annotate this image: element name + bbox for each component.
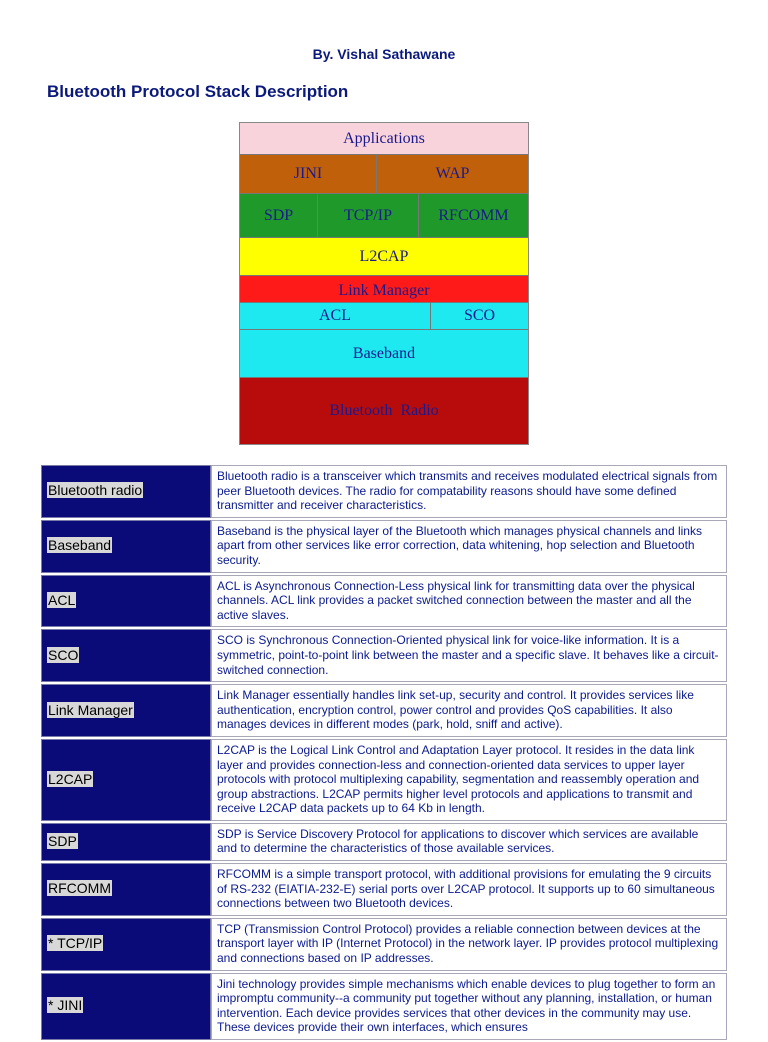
definition-cell: Link Manager essentially handles link set-up, security and control. It provides services like authentication, encryption control, power control and provides QoS capabilities. It also manages devices in different modes (park, hold, sniff and active).	[211, 684, 727, 737]
table-row	[41, 739, 727, 821]
protocol-description-table	[41, 463, 727, 1042]
table-row	[41, 823, 727, 861]
term-label: SDP	[48, 832, 77, 849]
table-row	[41, 918, 727, 971]
layer-acl-sco-row	[240, 303, 528, 330]
layer-link-manager	[240, 276, 528, 303]
layer-bluetooth-radio-label: Bluetooth Radio	[329, 402, 439, 419]
term-cell	[41, 520, 211, 573]
term-cell	[41, 918, 211, 971]
layer-bluetooth-radio	[240, 378, 528, 444]
layer-acl-label: ACL	[319, 307, 351, 324]
layer-jini-label: JINI	[293, 165, 323, 182]
definition-cell: Bluetooth radio is a transceiver which transmits and receives modulated electrical signals from peer Bluetooth devices. The radio for compatability reasons should have some defined transmitter and receiver characteristics.	[211, 465, 727, 518]
layer-link-manager-label: Link Manager	[338, 282, 430, 299]
layer-transport-row	[240, 194, 528, 238]
table-row	[41, 465, 727, 518]
term-label: Baseband	[48, 537, 112, 554]
term-label: RFCOMM	[48, 880, 111, 897]
term-cell	[41, 863, 211, 916]
layer-l2cap	[240, 238, 528, 276]
layer-l2cap-label: L2CAP	[359, 247, 409, 265]
layer-tcpip-label: TCP/IP	[343, 206, 392, 224]
layer-rfcomm-label: RFCOMM	[438, 206, 509, 224]
layer-baseband-label: Baseband	[352, 344, 416, 362]
term-cell	[41, 465, 211, 518]
term-label: Link Manager	[48, 701, 133, 718]
table-row	[41, 863, 727, 916]
layer-applications	[240, 123, 528, 155]
layer-baseband	[240, 330, 528, 378]
definition-cell: SCO is Synchronous Connection-Oriented physical link for voice-like information. It is a symmetric, point-to-point link between the master and a specific slave. It behaves like a circuit-switched connection.	[211, 629, 727, 682]
term-label: L2CAP	[48, 770, 93, 787]
layer-wap-label: WAP	[435, 165, 470, 182]
term-cell	[41, 739, 211, 821]
table-row	[41, 684, 727, 737]
layer-applications-label: Applications	[343, 129, 425, 147]
definition-cell: Baseband is the physical layer of the Bluetooth which manages physical channels and links apart from other services like error correction, data whitening, hop selection and Bluetooth security.	[211, 520, 727, 573]
definition-cell: ACL is Asynchronous Connection-Less physical link for transmitting data over the physical channels. ACL link provides a packet switched connection between the master and all the active slaves.	[211, 575, 727, 628]
definition-cell: Jini technology provides simple mechanisms which enable devices to plug together to form an impromptu community--a community put together without any planning, installation, or human intervention. Each device provides services that other devices in the community may use. These devices provide their own interfaces, which ensures	[211, 973, 727, 1040]
layer-sco	[430, 303, 528, 329]
term-cell	[41, 973, 211, 1040]
term-cell	[41, 629, 211, 682]
table-row	[41, 973, 727, 1040]
table-row	[41, 520, 727, 573]
author-line: By. Vishal Sathawane	[312, 46, 456, 62]
layer-sdp	[240, 194, 317, 237]
definition-cell: SDP is Service Discovery Protocol for applications to discover which services are available and to determine the characteristics of those available services.	[211, 823, 727, 861]
layer-sco-label: SCO	[463, 307, 496, 324]
table-row	[41, 575, 727, 628]
term-cell	[41, 684, 211, 737]
term-cell	[41, 823, 211, 861]
term-label: * TCP/IP	[48, 935, 103, 952]
definition-cell: RFCOMM is a simple transport protocol, with additional provisions for emulating the 9 circuits of RS-232 (EIATIA-232-E) serial ports over L2CAP protocol. It supports up to 60 simultaneous connections between two Bluetooth devices.	[211, 863, 727, 916]
term-label: * JINI	[48, 997, 83, 1014]
layer-tcpip	[317, 194, 418, 237]
layer-rfcomm	[418, 194, 528, 237]
definition-cell: TCP (Transmission Control Protocol) provides a reliable connection between devices at the transport layer with IP (Internet Protocol) in the network layer. IP provides protocol multiplexing and connections based on IP addresses.	[211, 918, 727, 971]
definition-cell: L2CAP is the Logical Link Control and Adaptation Layer protocol. It resides in the data link layer and provides connection-less and connection-oriented data services to upper layer protocols with protocol multiplexing capability, segmentation and reassembly operation and group abstractions. L2CAP permits higher level protocols and applications to transmit and receive L2CAP data packets up to 64 Kb in length.	[211, 739, 727, 821]
layer-wap	[376, 155, 528, 193]
term-label: SCO	[48, 646, 79, 663]
layer-jini-wap-row	[240, 155, 528, 194]
protocol-stack-diagram	[239, 122, 529, 445]
table-row	[41, 629, 727, 682]
layer-acl	[240, 303, 430, 329]
term-label: Bluetooth radio	[48, 482, 143, 499]
layer-sdp-label: SDP	[263, 206, 294, 224]
term-label: ACL	[48, 591, 76, 608]
term-cell	[41, 575, 211, 628]
page-title: Bluetooth Protocol Stack Description	[47, 82, 349, 101]
layer-jini	[240, 155, 376, 193]
